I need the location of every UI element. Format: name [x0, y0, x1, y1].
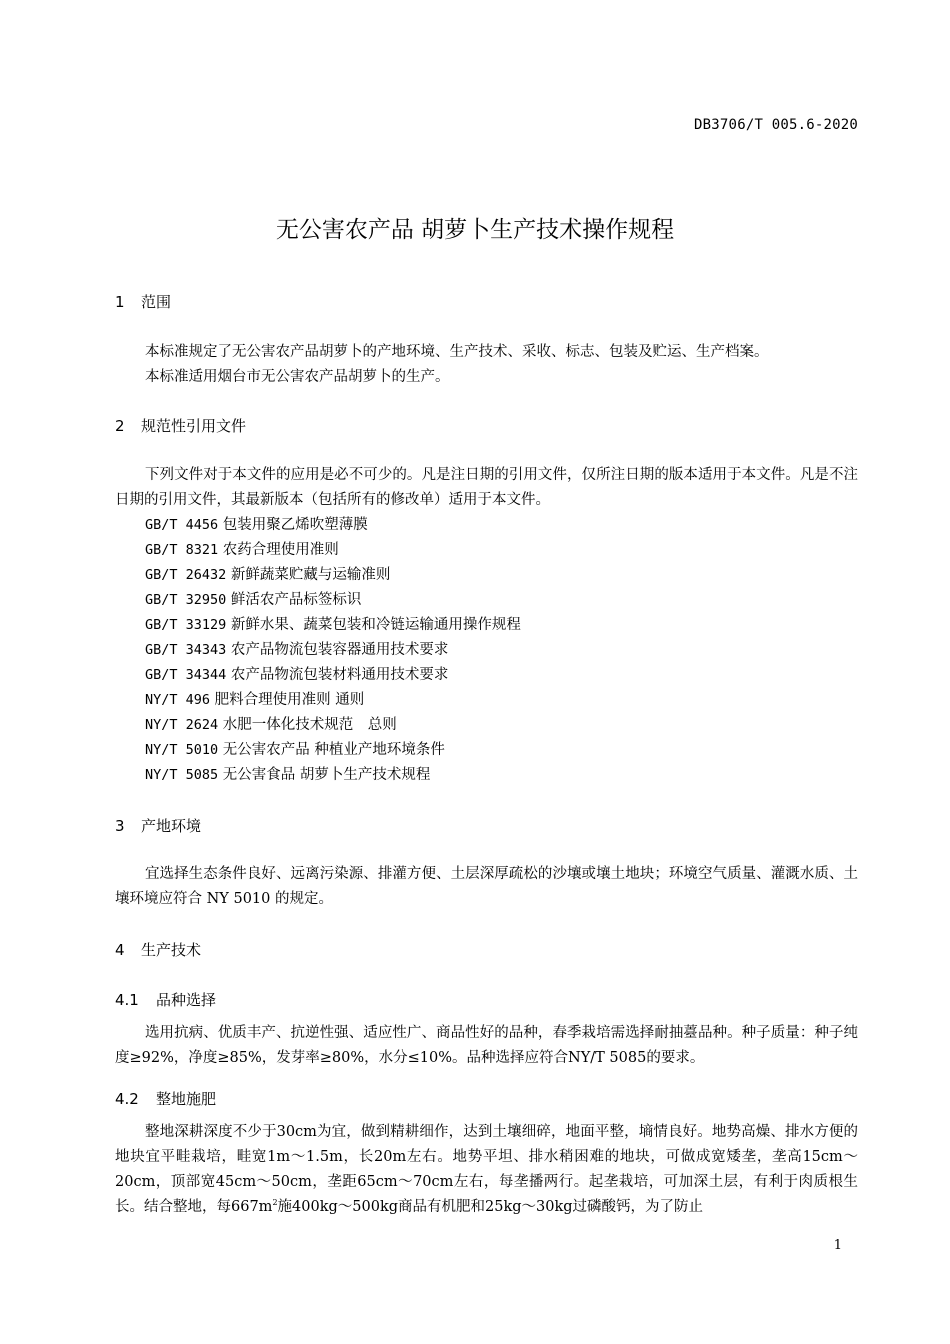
reference-name: 水肥一体化技术规范 总则: [222, 717, 397, 733]
reference-code: GB/T 26432: [145, 567, 227, 583]
reference-item: [145, 513, 521, 538]
reference-code: GB/T 33129: [145, 617, 227, 633]
section-3-heading: [115, 815, 201, 836]
section-title: 生产技术: [141, 941, 202, 959]
subsection-4-2-body: [115, 1120, 858, 1220]
reference-list: [145, 513, 521, 788]
reference-item: [145, 713, 521, 738]
reference-item: [145, 563, 521, 588]
reference-name: 农药合理使用准则: [222, 542, 339, 558]
standard-code: DB3706/T 005.6-2020: [694, 117, 858, 133]
subsection-number: 4.2: [115, 1090, 139, 1108]
document-title: 无公害农产品 胡萝卜生产技术操作规程: [275, 217, 675, 243]
reference-code: GB/T 8321: [145, 542, 219, 558]
reference-code: GB/T 4456: [145, 517, 219, 533]
reference-name: 鲜活农产品标签标识: [230, 592, 362, 608]
paragraph: 本标准规定了无公害农产品胡萝卜的产地环境、生产技术、采收、标志、包装及贮运、生产档案。: [145, 344, 769, 360]
section-1-body: [115, 340, 858, 390]
section-number: 3: [115, 817, 125, 835]
reference-item: [145, 588, 521, 613]
reference-item: [145, 638, 521, 663]
subsection-title: 品种选择: [156, 991, 217, 1009]
reference-name: 肥料合理使用准则 通则: [214, 692, 365, 708]
paragraph-text: 施400kg～500kg商品有机肥和25kg～30kg过磷酸钙，为了防止: [277, 1199, 704, 1215]
subsection-4-2-heading: [115, 1088, 216, 1109]
section-number: 1: [115, 293, 125, 311]
section-1-heading: [115, 291, 171, 312]
reference-name: 农产品物流包装材料通用技术要求: [230, 667, 449, 683]
reference-item: [145, 538, 521, 563]
section-4-heading: [115, 939, 201, 960]
reference-code: NY/T 2624: [145, 717, 219, 733]
subsection-title: 整地施肥: [156, 1090, 217, 1108]
reference-item: [145, 688, 521, 713]
subsection-4-1-body: [115, 1021, 858, 1071]
section-2-intro: [115, 463, 858, 513]
reference-item: [145, 738, 521, 763]
subsection-4-1-heading: [115, 989, 216, 1010]
paragraph-text: 整地深耕深度不少于30cm为宜，做到精耕细作，达到土壤细碎，地面平整，墒情良好。地势高燥、排水方便的地块宜平畦栽培，畦宽1m～1.5m，长20m左右。地势平坦、排水稍困难的地块，可做成宽矮垄，垄高15cm～20cm，顶部宽45cm～50cm，垄距65cm～70cm左右，每垄播两行。起垄栽培，可加深土层，有利于肉质根生长。结合整地，每667m: [115, 1124, 858, 1215]
reference-item: [145, 663, 521, 688]
superscript: 2: [272, 1198, 278, 1208]
paragraph: 本标准适用烟台市无公害农产品胡萝卜的生产。: [145, 369, 450, 385]
reference-name: 无公害食品 胡萝卜生产技术规程: [222, 767, 431, 783]
section-number: 4: [115, 941, 125, 959]
reference-name: 包装用聚乙烯吹塑薄膜: [222, 517, 368, 533]
section-number: 2: [115, 417, 125, 435]
reference-code: GB/T 32950: [145, 592, 227, 608]
reference-name: 农产品物流包装容器通用技术要求: [230, 642, 449, 658]
reference-item: [145, 613, 521, 638]
section-title: 范围: [141, 293, 172, 311]
subsection-number: 4.1: [115, 991, 139, 1009]
paragraph: [115, 1120, 858, 1220]
reference-code: NY/T 5085: [145, 767, 219, 783]
reference-item: [145, 763, 521, 788]
paragraph: 下列文件对于本文件的应用是必不可少的。凡是注日期的引用文件，仅所注日期的版本适用于本文件。凡是不注日期的引用文件，其最新版本（包括所有的修改单）适用于本文件。: [115, 467, 858, 508]
reference-code: NY/T 5010: [145, 742, 219, 758]
reference-code: GB/T 34343: [145, 642, 227, 658]
page-number: 1: [833, 1238, 842, 1253]
paragraph: 选用抗病、优质丰产、抗逆性强、适应性广、商品性好的品种，春季栽培需选择耐抽薹品种。种子质量：种子纯度≥92%，净度≥85%，发芽率≥80%，水分≤10%。品种选择应符合NY/T 5085的要求。: [115, 1025, 858, 1066]
reference-name: 新鲜蔬菜贮藏与运输准则: [230, 567, 391, 583]
reference-code: NY/T 496: [145, 692, 211, 708]
reference-name: 新鲜水果、蔬菜包装和冷链运输通用操作规程: [230, 617, 521, 633]
section-title: 产地环境: [141, 817, 202, 835]
section-3-body: [115, 862, 858, 912]
paragraph: 宜选择生态条件良好、远离污染源、排灌方便、土层深厚疏松的沙壤或壤土地块；环境空气质量、灌溉水质、土壤环境应符合 NY 5010 的规定。: [115, 866, 858, 907]
reference-name: 无公害农产品 种植业产地环境条件: [222, 742, 445, 758]
reference-code: GB/T 34344: [145, 667, 227, 683]
section-title: 规范性引用文件: [141, 417, 247, 435]
section-2-heading: [115, 415, 246, 436]
